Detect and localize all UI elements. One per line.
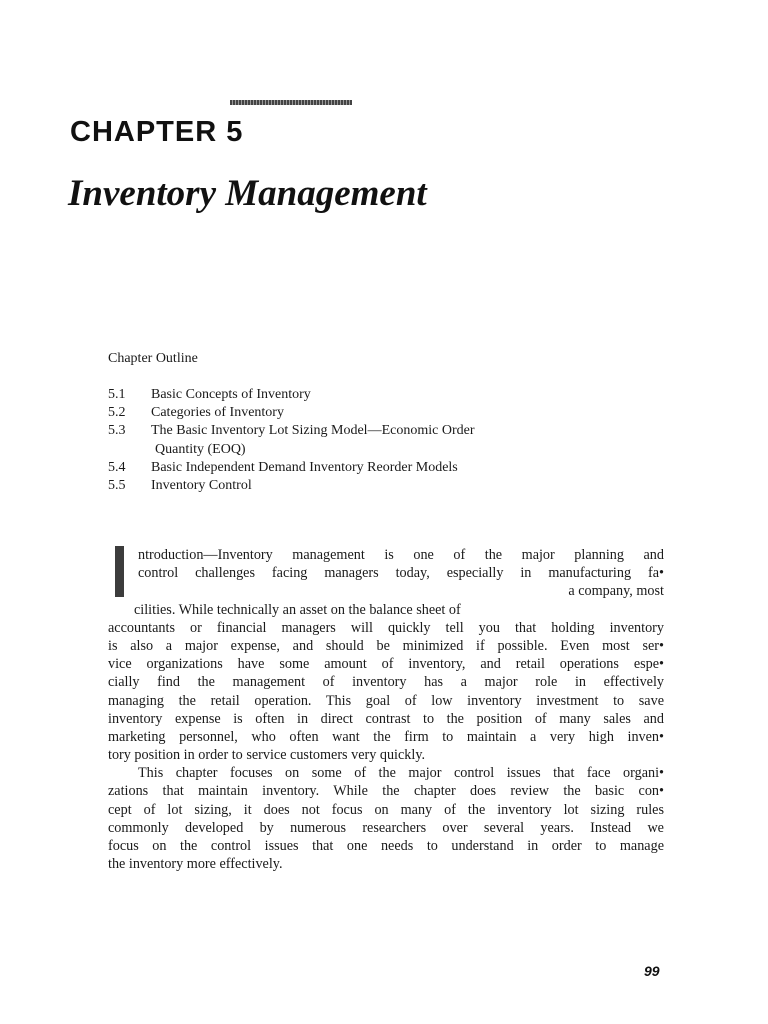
outline-heading: Chapter Outline (108, 351, 198, 366)
outline-item (108, 459, 474, 477)
text-line: commonly developed by numerous researchers over several years. Instead we (108, 819, 664, 836)
outline-item (108, 386, 474, 404)
text-line: inventory expense is often in direct contrast to the position of many sales and (108, 710, 664, 727)
text-line: cept of lot sizing, it does not focus on many of the inventory lot sizing rules (108, 801, 664, 818)
text-line: the inventory more effectively. (108, 856, 283, 873)
text-line: This chapter focuses on some of the major control issues that face organi• (138, 765, 664, 782)
page-number: 99 (644, 963, 660, 979)
text-line: control challenges facing managers today, especially in manufacturing fa• (138, 565, 664, 582)
outline-item-text: The Basic Inventory Lot Sizing Model—Economic Order (151, 423, 475, 439)
text-line: focus on the control issues that one needs to understand in order to manage (108, 838, 664, 854)
outline-item-text: Categories of Inventory (151, 405, 284, 421)
outline-item-number: 5.1 (108, 387, 126, 402)
text-line: accountants or financial managers will quickly tell you that holding inventory (108, 619, 664, 636)
outline-item-text: Basic Concepts of Inventory (151, 387, 311, 402)
text-line: zations that maintain inventory. While the chapter does review the basic con• (108, 783, 664, 800)
outline-item-text: Inventory Control (151, 478, 252, 494)
outline-item-number: 5.2 (108, 405, 126, 421)
outline-item (108, 477, 474, 495)
chapter-label: CHAPTER 5 (70, 116, 244, 148)
outline-item-text: Quantity (EOQ) (155, 441, 246, 457)
text-line: cilities. While technically an asset on the balance sheet of (134, 601, 461, 618)
text-line: marketing personnel, who often want the firm to maintain a very high inven• (108, 728, 664, 745)
text-line: managing the retail operation. This goal of low inventory investment to save (108, 692, 664, 709)
outline-item (108, 404, 474, 422)
outline-item-number: 5.5 (108, 478, 126, 494)
text-line: tory position in order to service customers very quickly. (108, 747, 426, 764)
chapter-rule-decoration (230, 100, 352, 105)
text-line: is also a major expense, and should be minimized if possible. Even most ser• (108, 637, 664, 654)
outline-item-continuation (108, 441, 474, 459)
text-line: vice organizations have some amount of inventory, and retail operations espe• (108, 656, 664, 673)
outline-item-text: Basic Independent Demand Inventory Reorder Models (151, 459, 458, 475)
text-line: ntroduction—Inventory management is one of the major planning and (138, 547, 664, 563)
outline-item-number: 5.3 (108, 423, 126, 439)
chapter-title: Inventory Management (68, 173, 427, 214)
text-line: a company, most (568, 583, 664, 600)
introduction-text (108, 546, 664, 873)
chapter-outline-list (108, 386, 474, 495)
text-line: cially find the management of inventory has a major role in effectively (108, 674, 664, 691)
outline-item-number: 5.4 (108, 459, 126, 475)
outline-item (108, 422, 474, 440)
